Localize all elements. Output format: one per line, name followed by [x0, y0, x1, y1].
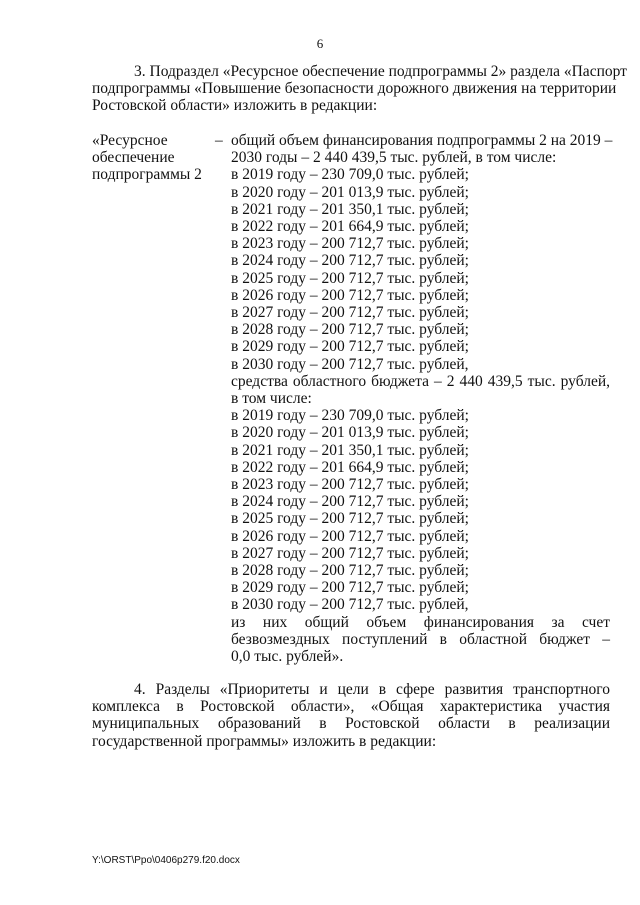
year-regional-line: в 2030 году – 200 712,7 тыс. рублей,: [231, 596, 469, 614]
page-number: 6: [316, 36, 324, 51]
total-funding-line: общий объем финансирования подпрограммы 2 на 2019 –: [231, 132, 613, 149]
year-regional-line: в 2028 году – 200 712,7 тыс. рублей;: [231, 562, 469, 580]
year-total-line: в 2020 году – 201 013,9 тыс. рублей;: [231, 183, 469, 201]
total-funding-line: 2030 годы – 2 440 439,5 тыс. рублей, в том числе:: [231, 149, 557, 167]
year-total-line: в 2021 году – 201 350,1 тыс. рублей;: [231, 200, 469, 218]
year-regional-line: в 2022 году – 201 664,9 тыс. рублей;: [231, 458, 469, 476]
year-total-line: в 2026 году – 200 712,7 тыс. рублей;: [231, 286, 469, 304]
year-total-line: в 2023 году – 200 712,7 тыс. рублей;: [231, 235, 469, 253]
section-4-line: муниципальных образований в Ростовской области в реализации: [92, 715, 610, 733]
resource-label-line: обеспечение: [92, 149, 175, 167]
grant-funding-line: 0,0 тыс. рублей».: [231, 648, 344, 666]
year-regional-line: в 2020 году – 201 013,9 тыс. рублей;: [231, 424, 469, 442]
section-3-line: 3. Подраздел «Ресурсное обеспечение подпрограммы 2» раздела «Паспорт: [134, 63, 627, 80]
year-regional-line: в 2023 году – 200 712,7 тыс. рублей;: [231, 476, 469, 494]
year-regional-line: в 2019 году – 230 709,0 тыс. рублей;: [231, 407, 469, 425]
regional-budget-line: средства областного бюджета – 2 440 439,5 тыс. рублей,: [231, 372, 610, 390]
year-regional-line: в 2025 году – 200 712,7 тыс. рублей;: [231, 510, 469, 528]
section-3-paragraph: [92, 63, 627, 115]
year-total-line: в 2019 году – 230 709,0 тыс. рублей;: [231, 166, 469, 184]
year-regional-line: в 2024 году – 200 712,7 тыс. рублей;: [231, 493, 469, 511]
year-regional-line: в 2026 году – 200 712,7 тыс. рублей;: [231, 527, 469, 545]
section-3-line: подпрограммы «Повышение безопасности дорожного движения на территории: [92, 80, 617, 98]
year-regional-line: в 2029 году – 200 712,7 тыс. рублей;: [231, 579, 469, 597]
year-total-line: в 2029 году – 200 712,7 тыс. рублей;: [231, 338, 469, 356]
year-total-line: в 2022 году – 201 664,9 тыс. рублей;: [231, 218, 469, 236]
file-path-footer: Y:\ORST\Ppo\0406p279.f20.docx: [92, 855, 240, 866]
grant-funding-line: из них общий объем финансирования за счет: [231, 613, 610, 631]
resource-label-line: подпрограммы 2: [92, 166, 202, 184]
year-total-line: в 2027 году – 200 712,7 тыс. рублей;: [231, 304, 469, 322]
year-total-line: в 2028 году – 200 712,7 тыс. рублей;: [231, 321, 469, 339]
section-4-line: государственной программы» изложить в редакции:: [92, 732, 437, 750]
resource-dash: –: [215, 132, 223, 149]
section-4-paragraph: [92, 681, 610, 750]
section-4-line: комплекса в Ростовской области», «Общая характеристика участия: [92, 698, 610, 716]
section-4-line: 4. Разделы «Приоритеты и цели в сфере развития транспортного: [134, 681, 610, 698]
year-regional-line: в 2027 году – 200 712,7 тыс. рублей;: [231, 544, 469, 562]
year-total-line: в 2025 году – 200 712,7 тыс. рублей;: [231, 269, 469, 287]
grant-funding-line: безвозмездных поступлений в областной бюджет –: [231, 630, 610, 648]
year-total-line: в 2024 году – 200 712,7 тыс. рублей;: [231, 252, 469, 270]
year-regional-line: в 2021 году – 201 350,1 тыс. рублей;: [231, 441, 469, 459]
regional-budget-line: в том числе:: [231, 390, 312, 408]
resource-label-line: «Ресурсное: [92, 132, 168, 149]
section-3-line: Ростовской области» изложить в редакции:: [92, 97, 378, 115]
resource-body: [231, 132, 613, 666]
year-total-line: в 2030 году – 200 712,7 тыс. рублей,: [231, 355, 469, 373]
resource-label: [92, 132, 220, 184]
